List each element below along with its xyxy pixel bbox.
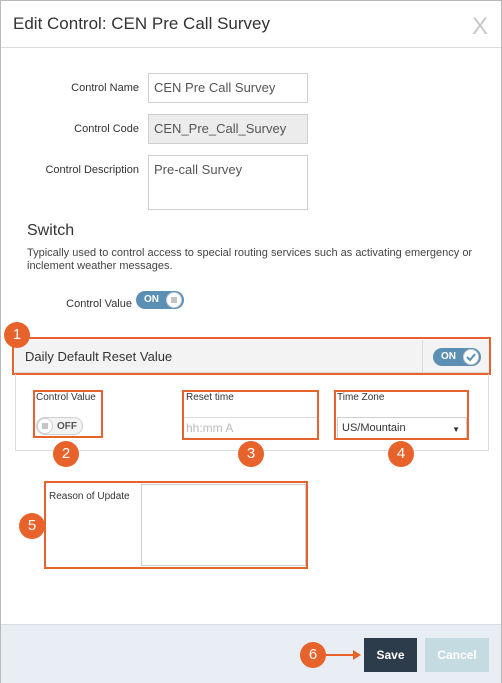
reason-textarea[interactable] bbox=[141, 484, 306, 566]
callout-highlight-1 bbox=[12, 337, 491, 375]
reset-time-label: Reset time bbox=[186, 392, 234, 403]
callout-arrow-line bbox=[323, 654, 356, 656]
callout-badge-1: 1 bbox=[4, 322, 30, 348]
callout-badge-4: 4 bbox=[388, 441, 414, 467]
time-zone-label: Time Zone bbox=[337, 392, 385, 403]
callout-badge-3: 3 bbox=[238, 441, 264, 467]
toggle-state-text: ON bbox=[144, 294, 159, 305]
switch-section-description: Typically used to control access to special routing services such as activating emergency or inclement weather messages. bbox=[27, 247, 473, 272]
dialog-header bbox=[1, 1, 501, 48]
dialog-title: Edit Control: CEN Pre Call Survey bbox=[13, 14, 270, 33]
dialog-footer bbox=[1, 624, 501, 683]
callout-highlight-3 bbox=[182, 390, 319, 440]
control-description-textarea[interactable]: Pre-call Survey bbox=[148, 155, 308, 210]
time-zone-value: US/Mountain bbox=[342, 422, 406, 434]
control-name-label: Control Name bbox=[71, 82, 139, 94]
callout-badge-5: 5 bbox=[19, 513, 45, 539]
toggle-state-text: ON bbox=[441, 351, 456, 362]
control-name-input[interactable]: CEN Pre Call Survey bbox=[148, 73, 308, 103]
cancel-button[interactable]: Cancel bbox=[425, 638, 489, 672]
save-button[interactable]: Save bbox=[364, 638, 417, 672]
callout-highlight-2 bbox=[33, 390, 103, 438]
callout-badge-6: 6 bbox=[300, 642, 326, 668]
callout-arrow-head bbox=[353, 650, 361, 660]
close-icon[interactable]: X bbox=[471, 13, 488, 40]
reason-label: Reason of Update bbox=[49, 491, 130, 502]
toggle-knob bbox=[166, 292, 182, 308]
callout-highlight-4 bbox=[334, 390, 469, 440]
reset-time-input[interactable]: hh:mm A bbox=[184, 417, 317, 439]
control-code-label: Control Code bbox=[74, 123, 139, 135]
control-description-label: Control Description bbox=[45, 164, 139, 176]
toggle-state-text: OFF bbox=[57, 421, 77, 432]
switch-control-value-label: Control Value bbox=[66, 298, 132, 310]
reset-section-title: Daily Default Reset Value bbox=[25, 349, 173, 364]
reset-control-value-label: Control Value bbox=[36, 392, 96, 403]
control-code-input: CEN_Pre_Call_Survey bbox=[148, 114, 308, 144]
callout-badge-2: 2 bbox=[53, 441, 79, 467]
chevron-down-icon: ▼ bbox=[452, 425, 460, 434]
switch-control-value-toggle[interactable] bbox=[136, 291, 184, 309]
grip-icon bbox=[167, 293, 181, 307]
switch-section-title: Switch bbox=[27, 222, 75, 239]
